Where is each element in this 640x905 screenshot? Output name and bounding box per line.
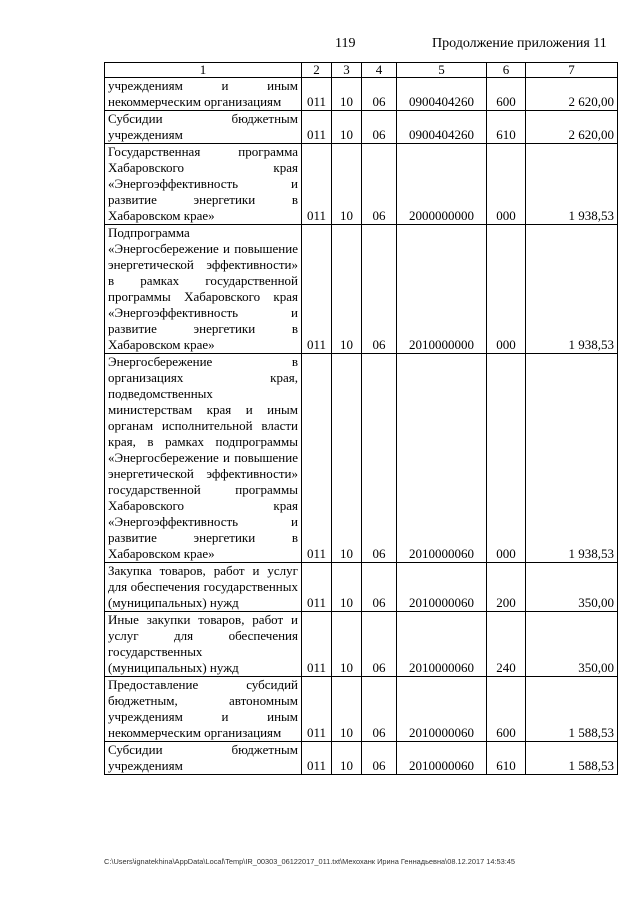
- cell-ministry: 011: [302, 677, 332, 742]
- cell-expense-type: 610: [487, 111, 526, 144]
- table-row: [105, 563, 618, 612]
- row-name: учреждениям и иным некоммерческим организациям: [105, 78, 302, 111]
- cell-amount: 350,00: [526, 563, 618, 612]
- cell-ministry: 011: [302, 354, 332, 563]
- row-name: Подпрограмма «Энергосбережение и повышение энергетической эффективности» в рамках государственной программы Хабаровского края «Энергоэффективность и развитие энергетики в Хабаровском крае»: [105, 225, 302, 354]
- cell-subsection: 06: [362, 612, 397, 677]
- cell-expense-type: 000: [487, 144, 526, 225]
- cell-ministry: 011: [302, 225, 332, 354]
- cell-ministry: 011: [302, 563, 332, 612]
- cell-section: 10: [332, 144, 362, 225]
- table-row: [105, 225, 618, 354]
- cell-expense-type: 000: [487, 354, 526, 563]
- table-row: [105, 144, 618, 225]
- cell-ministry: 011: [302, 78, 332, 111]
- cell-amount: 350,00: [526, 612, 618, 677]
- table-row: [105, 612, 618, 677]
- cell-subsection: 06: [362, 677, 397, 742]
- cell-subsection: 06: [362, 354, 397, 563]
- row-name: Иные закупки товаров, работ и услуг для обеспечения государственных (муниципальных) нужд: [105, 612, 302, 677]
- page-number: 119: [335, 36, 356, 51]
- row-name: Субсидии бюджетным учреждениям: [105, 111, 302, 144]
- cell-section: 10: [332, 354, 362, 563]
- cell-section: 10: [332, 111, 362, 144]
- cell-target-article: 2010000060: [397, 677, 487, 742]
- cell-target-article: 2000000000: [397, 144, 487, 225]
- cell-amount: 1 588,53: [526, 677, 618, 742]
- table-row: [105, 677, 618, 742]
- col-header-2: 2: [302, 63, 332, 78]
- cell-amount: 2 620,00: [526, 111, 618, 144]
- cell-subsection: 06: [362, 225, 397, 354]
- cell-target-article: 0900404260: [397, 78, 487, 111]
- file-path-footer: C:\Users\ignatekhina\AppData\Local\Temp\IR_00303_06122017_011.txt\Мехоханк Ирина Геннадьевна\08.12.2017 14:53:45: [104, 857, 516, 866]
- table-row: [105, 78, 618, 111]
- cell-amount: 1 938,53: [526, 225, 618, 354]
- cell-ministry: 011: [302, 742, 332, 775]
- col-header-3: 3: [332, 63, 362, 78]
- row-name: Государственная программа Хабаровского края «Энергоэффективность и развитие энергетики в Хабаровском крае»: [105, 144, 302, 225]
- row-name: Закупка товаров, работ и услуг для обеспечения государственных (муниципальных) нужд: [105, 563, 302, 612]
- cell-subsection: 06: [362, 78, 397, 111]
- table-row: [105, 354, 618, 563]
- cell-target-article: 0900404260: [397, 111, 487, 144]
- cell-section: 10: [332, 612, 362, 677]
- table-row: [105, 111, 618, 144]
- cell-target-article: 2010000000: [397, 225, 487, 354]
- cell-target-article: 2010000060: [397, 563, 487, 612]
- cell-section: 10: [332, 677, 362, 742]
- cell-subsection: 06: [362, 563, 397, 612]
- row-name: Субсидии бюджетным учреждениям: [105, 742, 302, 775]
- cell-section: 10: [332, 563, 362, 612]
- col-header-4: 4: [362, 63, 397, 78]
- row-name: Энергосбережение в организациях края, подведомственных министерствам края и иным органам исполнительной власти края, в рамках подпрограммы «Энергосбережение и повышение энергетической эффективности» государственной программы Хабаровского края «Энергоэффективность и развитие энергетики в Хабаровском крае»: [105, 354, 302, 563]
- cell-amount: 2 620,00: [526, 78, 618, 111]
- cell-ministry: 011: [302, 144, 332, 225]
- cell-subsection: 06: [362, 144, 397, 225]
- cell-target-article: 2010000060: [397, 612, 487, 677]
- cell-amount: 1 588,53: [526, 742, 618, 775]
- cell-expense-type: 000: [487, 225, 526, 354]
- cell-expense-type: 610: [487, 742, 526, 775]
- budget-table: [104, 62, 618, 775]
- cell-section: 10: [332, 225, 362, 354]
- continuation-label: Продолжение приложения 11: [432, 36, 607, 51]
- cell-expense-type: 600: [487, 677, 526, 742]
- cell-amount: 1 938,53: [526, 354, 618, 563]
- header-row: [105, 63, 618, 78]
- cell-subsection: 06: [362, 742, 397, 775]
- col-header-5: 5: [397, 63, 487, 78]
- cell-target-article: 2010000060: [397, 742, 487, 775]
- cell-ministry: 011: [302, 111, 332, 144]
- cell-expense-type: 200: [487, 563, 526, 612]
- cell-subsection: 06: [362, 111, 397, 144]
- cell-section: 10: [332, 78, 362, 111]
- cell-ministry: 011: [302, 612, 332, 677]
- row-name: Предоставление субсидий бюджетным, автономным учреждениям и иным некоммерческим организациям: [105, 677, 302, 742]
- cell-expense-type: 240: [487, 612, 526, 677]
- cell-expense-type: 600: [487, 78, 526, 111]
- cell-section: 10: [332, 742, 362, 775]
- cell-amount: 1 938,53: [526, 144, 618, 225]
- col-header-7: 7: [526, 63, 618, 78]
- col-header-1: 1: [105, 63, 302, 78]
- cell-target-article: 2010000060: [397, 354, 487, 563]
- col-header-6: 6: [487, 63, 526, 78]
- table-row: [105, 742, 618, 775]
